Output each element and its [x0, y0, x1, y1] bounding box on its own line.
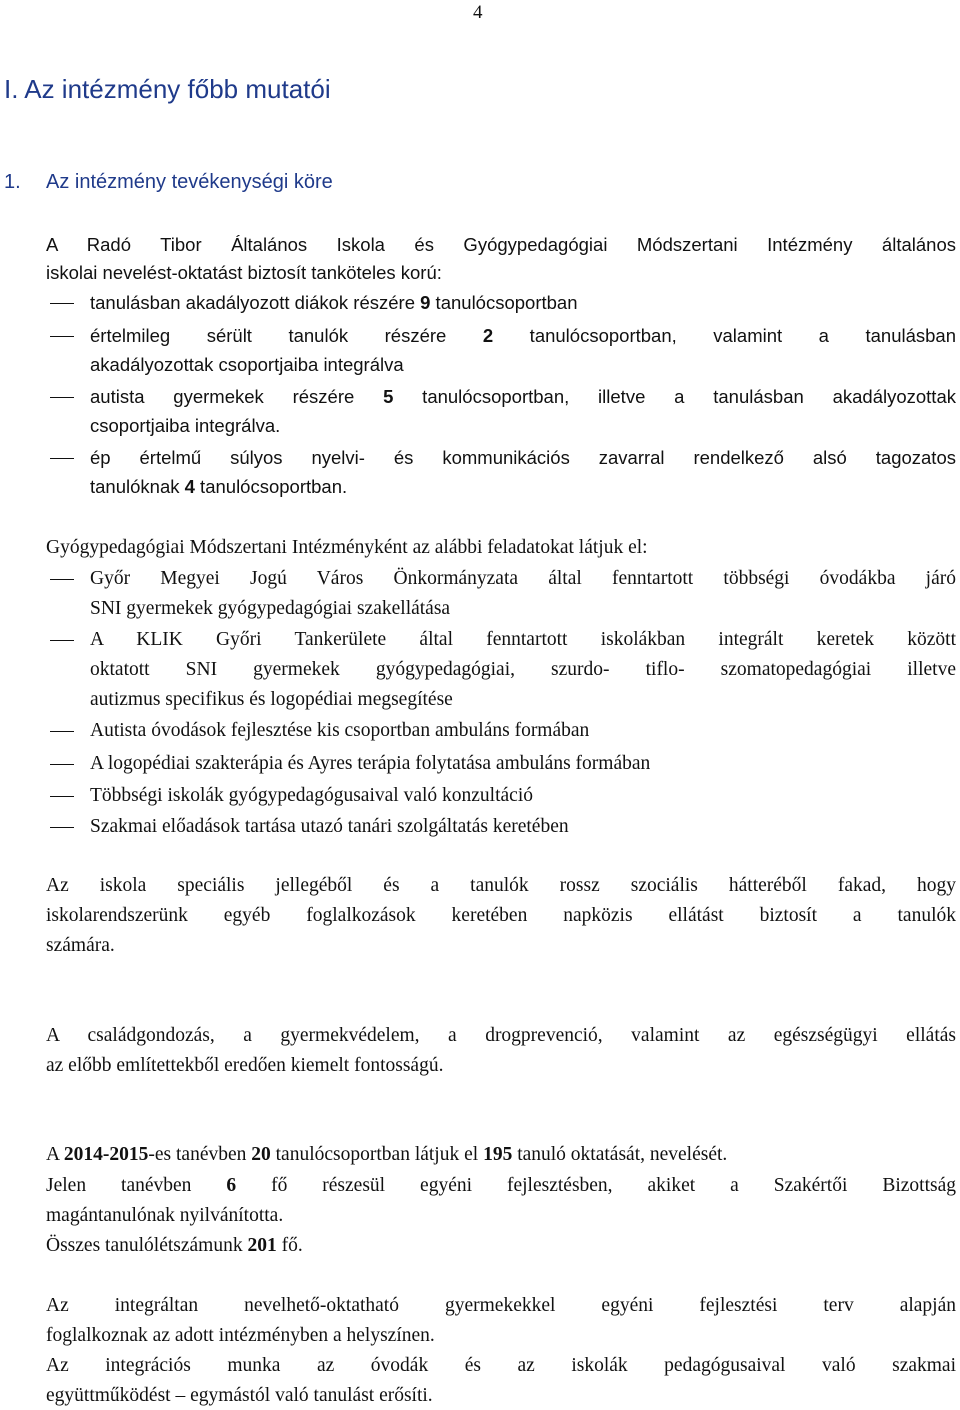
paragraph-line: az előbb említettekből eredően kiemelt fontosságú.	[46, 1055, 444, 1076]
group-item-1: tanulásban akadályozott diákok részére 9 tanulócsoportban	[90, 292, 578, 313]
section-title: Az intézmény tevékenységi köre	[46, 171, 333, 193]
stats-line-3: magántanulónak nyilvánította.	[46, 1205, 284, 1226]
group-item-4: ép értelmű súlyos nyelvi- és kommunikációs zavarral rendelkező alsó tagozatos	[90, 447, 956, 468]
intro-line-2: iskolai nevelést-oktatást biztosít tanköteles korú:	[46, 262, 442, 283]
page-number: 4	[473, 2, 483, 23]
list-dash	[50, 640, 74, 641]
total-count: 201	[247, 1235, 277, 1256]
paragraph-line: A családgondozás, a gyermekvédelem, a drogprevenció, valamint az egészségügyi ellátás	[46, 1025, 956, 1046]
paragraph-line: Az iskola speciális jellegéből és a tanulók rossz szociális hátteréből fakad, hogy	[46, 875, 956, 896]
chapter-heading: I. Az intézmény főbb mutatói	[4, 74, 331, 104]
tasks-intro: Gyógypedagógiai Módszertani Intézményként az alábbi feladatokat látjuk el:	[46, 537, 648, 558]
list-dash	[50, 731, 74, 732]
individual-count: 6	[226, 1175, 237, 1196]
stats-line-2: Jelen tanévben 6 fő részesül egyéni fejlesztésben, akiket a Szakértői Bizottság	[46, 1175, 956, 1196]
task-item-5: Többségi iskolák gyógypedagógusaival való konzultáció	[90, 785, 533, 806]
list-dash	[50, 764, 74, 765]
group-item-3-cont: csoportjaiba integrálva.	[90, 415, 281, 436]
group-item-2: értelmileg sérült tanulók részére 2 tanulócsoportban, valamint a tanulásban	[90, 325, 956, 346]
group-item-3: autista gyermekek részére 5 tanulócsoportban, illetve a tanulásban akadályozottak	[90, 386, 956, 407]
group-item-4-cont: tanulóknak 4 tanulócsoportban.	[90, 476, 348, 497]
list-dash	[50, 458, 74, 459]
task-item-6: Szakmai előadások tartása utazó tanári szolgáltatás keretében	[90, 816, 569, 837]
list-dash	[50, 303, 74, 304]
paragraph-line: iskolarendszerünk egyéb foglalkozások keretében napközis ellátást biztosít a tanulók	[46, 905, 956, 926]
task-item-2-cont: autizmus specifikus és logopédiai megsegítése	[90, 689, 453, 710]
list-dash	[50, 827, 74, 828]
stats-line-4: Összes tanulólétszámunk 201 fő.	[46, 1235, 303, 1256]
school-year: 2014-2015	[63, 1144, 149, 1165]
list-dash	[50, 579, 74, 580]
task-item-3: Autista óvodások fejlesztése kis csoportban ambuláns formában	[90, 720, 590, 741]
task-item-1: Győr Megyei Jogú Város Önkormányzata által fenntartott többségi óvodákba járó	[90, 568, 956, 589]
paragraph-line: együttműködést – egymástól való tanulást erősíti.	[46, 1385, 433, 1406]
task-item-4: A logopédiai szakterápia és Ayres terápia folytatása ambuláns formában	[90, 753, 651, 774]
stats-line-1: A 2014-2015-es tanévben 20 tanulócsoportban látjuk el 195 tanuló oktatását, nevelését.	[46, 1144, 728, 1165]
section-heading	[4, 171, 333, 194]
paragraph-line: Az integráltan nevelhető-oktatható gyermekekkel egyéni fejlesztési terv alapján	[46, 1295, 956, 1316]
task-item-2-cont: oktatott SNI gyermekek gyógypedagógiai, szurdo- tiflo- szomatopedagógiai illetve	[90, 659, 956, 680]
task-item-1-cont: SNI gyermekek gyógypedagógiai szakellátása	[90, 598, 451, 619]
list-dash	[50, 796, 74, 797]
intro-line-1: A Radó Tibor Általános Iskola és Gyógypedagógiai Módszertani Intézmény általános	[46, 234, 956, 255]
section-number: 1.	[4, 171, 21, 193]
paragraph-line: foglalkoznak az adott intézményben a helyszínen.	[46, 1325, 435, 1346]
list-dash	[50, 397, 74, 398]
group-item-2-cont: akadályozottak csoportjaiba integrálva	[90, 354, 404, 375]
list-dash	[50, 336, 74, 337]
paragraph-line: Az integrációs munka az óvodák és az iskolák pedagógusaival való szakmai	[46, 1355, 956, 1376]
student-count: 195	[483, 1144, 513, 1165]
task-item-2: A KLIK Győri Tankerülete által fenntartott iskolákban integrált keretek között	[90, 629, 956, 650]
group-count: 20	[251, 1144, 271, 1165]
paragraph-line: számára.	[46, 935, 115, 956]
